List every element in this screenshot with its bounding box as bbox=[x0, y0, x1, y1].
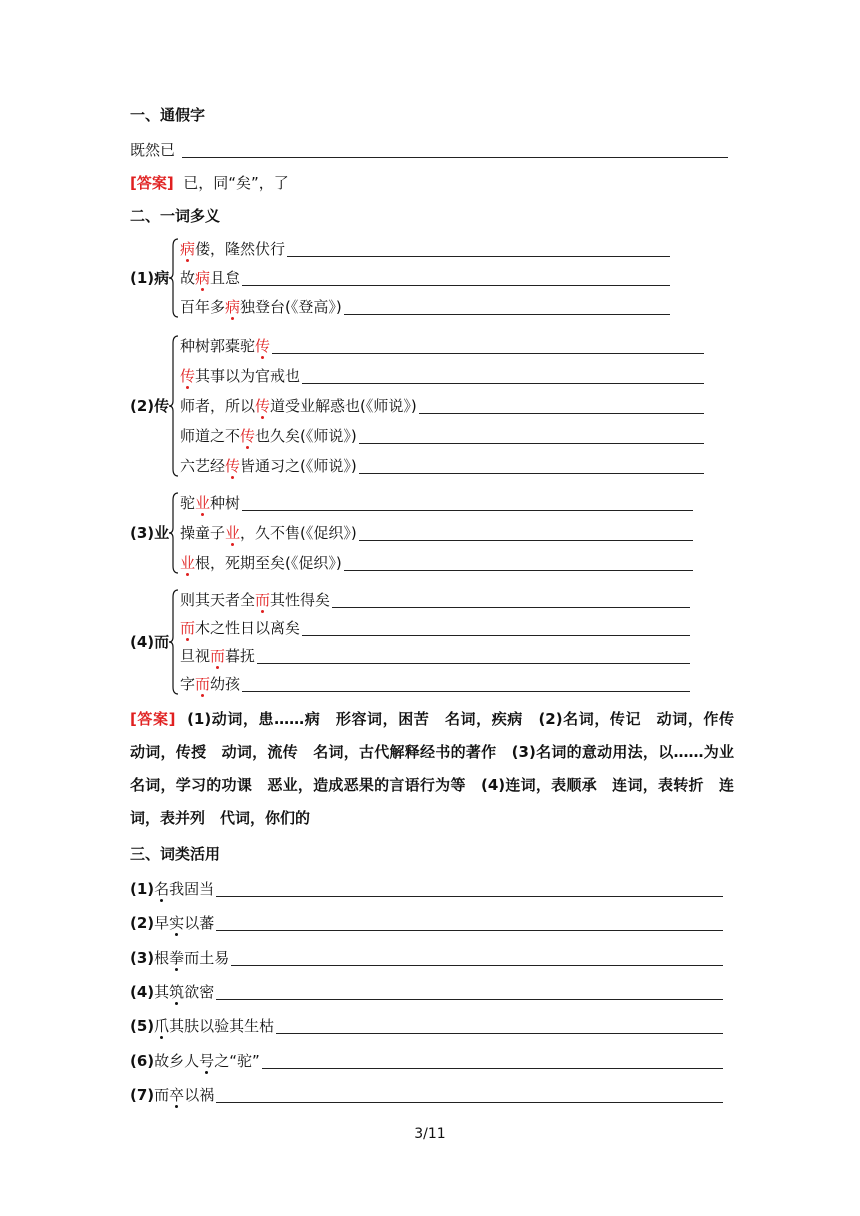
keyword: 传 bbox=[240, 427, 256, 445]
item-text-pre: 师者，所以 bbox=[180, 397, 256, 415]
item-number: (4) bbox=[130, 982, 155, 1001]
polysemy-item bbox=[180, 645, 255, 667]
answer-1 bbox=[130, 172, 289, 194]
huoyong-item bbox=[130, 981, 214, 1003]
keyword: 传 bbox=[255, 337, 271, 355]
item-text-post: 以蕃 bbox=[184, 914, 215, 933]
item-text-post: 暮抚 bbox=[225, 647, 256, 665]
answer-blank[interactable] bbox=[302, 635, 690, 636]
item-text-pre: 六艺经 bbox=[180, 457, 226, 475]
answer-blank[interactable] bbox=[262, 1068, 723, 1069]
item-number: (6) bbox=[130, 1051, 155, 1070]
polysemy-item bbox=[180, 617, 300, 639]
answer-blank[interactable] bbox=[332, 607, 690, 608]
keyword: 拳 bbox=[169, 948, 185, 967]
keyword: 病 bbox=[195, 269, 211, 287]
brace-icon bbox=[168, 589, 180, 695]
item-text-pre: 驼 bbox=[180, 494, 196, 512]
item-number: (5) bbox=[130, 1017, 155, 1036]
item-text-post: 皆通习之(《师说》) bbox=[240, 457, 357, 475]
brace-icon bbox=[168, 335, 180, 477]
item-text-post: 以祸 bbox=[184, 1085, 215, 1104]
item-text-post: 我固当 bbox=[169, 880, 215, 898]
item-text-post: 道受业解惑也(《师说》) bbox=[270, 397, 417, 415]
polysemy-item bbox=[180, 492, 240, 514]
section-heading-tongjia: 一、通假字 bbox=[130, 106, 206, 124]
answer-blank[interactable] bbox=[344, 314, 670, 315]
item-text-pre: 根 bbox=[154, 948, 170, 967]
huoyong-item bbox=[130, 912, 214, 934]
polysemy-item bbox=[180, 238, 285, 260]
item-text-pre: 则其天者全 bbox=[180, 591, 256, 609]
group-label: (3)业 bbox=[130, 524, 170, 542]
item-text-pre: 故 bbox=[180, 269, 196, 287]
keyword: 卒 bbox=[169, 1085, 185, 1104]
keyword: 传 bbox=[225, 457, 241, 475]
polysemy-item bbox=[180, 267, 240, 289]
item-number: (1) bbox=[130, 880, 155, 898]
item-text-pre: 师道之不 bbox=[180, 427, 241, 445]
group-label: (1)病 bbox=[130, 269, 170, 287]
polysemy-item bbox=[180, 296, 342, 318]
answer-blank[interactable] bbox=[287, 256, 670, 257]
answer-blank[interactable] bbox=[216, 999, 723, 1000]
keyword: 实 bbox=[169, 914, 185, 933]
section-heading-yiciduoyi: 二、一词多义 bbox=[130, 207, 221, 225]
answer-blank[interactable] bbox=[231, 965, 723, 966]
item-text-post: 种树 bbox=[210, 494, 241, 512]
tongjia-text: 既然已 bbox=[130, 141, 176, 159]
keyword: 业 bbox=[225, 524, 241, 542]
item-number: (7) bbox=[130, 1085, 155, 1104]
item-text-pre: 而 bbox=[154, 1085, 170, 1104]
answer-blank[interactable] bbox=[216, 1102, 723, 1103]
item-text-pre: 故乡人 bbox=[154, 1051, 200, 1070]
item-text-pre: 其 bbox=[154, 982, 170, 1001]
brace-icon bbox=[168, 492, 180, 574]
item-text-pre: 百年多 bbox=[180, 298, 226, 316]
tongjia-item bbox=[130, 139, 175, 161]
polysemy-item bbox=[180, 395, 417, 417]
keyword: 而 bbox=[180, 619, 196, 637]
item-text-post: 之“驼” bbox=[214, 1051, 260, 1070]
keyword: 爪 bbox=[154, 1017, 170, 1036]
keyword: 而 bbox=[210, 647, 226, 665]
item-text-pre: 种树郭橐驼 bbox=[180, 337, 256, 355]
answer-blank[interactable] bbox=[242, 285, 670, 286]
keyword: 病 bbox=[180, 240, 196, 258]
keyword: 而 bbox=[255, 591, 271, 609]
answer-blank[interactable] bbox=[182, 157, 728, 158]
item-text-post: 其性得矣 bbox=[270, 591, 331, 609]
keyword: 业 bbox=[195, 494, 211, 512]
item-text-post: 其肤以验其生枯 bbox=[169, 1017, 275, 1036]
section-heading-cileihuoyong: 三、词类活用 bbox=[130, 845, 221, 863]
brace-icon bbox=[168, 238, 180, 318]
answer-1-text: 已，同“矣”，了 bbox=[183, 174, 289, 192]
keyword: 病 bbox=[225, 298, 241, 316]
answer-blank[interactable] bbox=[359, 540, 693, 541]
keyword: 筑 bbox=[169, 982, 185, 1001]
polysemy-item bbox=[180, 425, 357, 447]
item-text-pre: 操童子 bbox=[180, 524, 226, 542]
item-text-post: 根，死期至矣(《促织》) bbox=[195, 554, 342, 572]
answer-blank[interactable] bbox=[276, 1033, 723, 1034]
item-text-pre: 早 bbox=[154, 914, 170, 933]
polysemy-item bbox=[180, 365, 300, 387]
huoyong-item bbox=[130, 878, 214, 900]
answer-tag: [答案] bbox=[130, 174, 174, 192]
answer-blank[interactable] bbox=[216, 896, 723, 897]
huoyong-item bbox=[130, 1050, 260, 1072]
group-label: (2)传 bbox=[130, 397, 170, 415]
item-text-post: 独登台(《登高》) bbox=[240, 298, 342, 316]
keyword: 号 bbox=[199, 1051, 215, 1070]
polysemy-item bbox=[180, 455, 357, 477]
answer-blank[interactable] bbox=[216, 930, 723, 931]
answer-blank[interactable] bbox=[419, 413, 704, 414]
answer-tag: [答案] bbox=[130, 710, 176, 728]
item-text-post: 幼孩 bbox=[210, 675, 241, 693]
polysemy-item bbox=[180, 552, 342, 574]
item-text-post: 其事以为官戒也 bbox=[195, 367, 301, 385]
answer-blank[interactable] bbox=[302, 383, 704, 384]
polysemy-item bbox=[180, 522, 357, 544]
answer-blank[interactable] bbox=[359, 443, 704, 444]
keyword: 业 bbox=[180, 554, 196, 572]
answer-2 bbox=[130, 703, 750, 835]
polysemy-item bbox=[180, 335, 270, 357]
item-text-post: 且怠 bbox=[210, 269, 241, 287]
item-text-pre: 字 bbox=[180, 675, 196, 693]
keyword: 传 bbox=[255, 397, 271, 415]
polysemy-item bbox=[180, 589, 330, 611]
answer-blank[interactable] bbox=[242, 691, 690, 692]
huoyong-item bbox=[130, 1084, 214, 1106]
item-number: (2) bbox=[130, 914, 155, 933]
answer-blank[interactable] bbox=[272, 353, 704, 354]
page-number: 3/11 bbox=[414, 1126, 446, 1142]
huoyong-item bbox=[130, 1015, 274, 1037]
answer-blank[interactable] bbox=[359, 473, 704, 474]
item-text-post: 偻，隆然伏行 bbox=[195, 240, 286, 258]
keyword: 名 bbox=[154, 880, 170, 898]
polysemy-item bbox=[180, 673, 240, 695]
group-label: (4)而 bbox=[130, 633, 170, 651]
item-text-pre: 旦视 bbox=[180, 647, 211, 665]
answer-2-text: (1)动词，患……病 形容词，困苦 名词，疾病 (2)名词，传记 动词，作传 动词，传授 动词，流传 名词，古代解释经书的著作 (3)名词的意动用法，以……为业 名词，学习的功课 恶业，造成恶果的言语行为等 (4)连词，表顺承 连词，表转折 连词，表并列 代词，你们的 bbox=[130, 710, 750, 827]
item-number: (3) bbox=[130, 948, 155, 967]
answer-blank[interactable] bbox=[344, 570, 693, 571]
huoyong-item bbox=[130, 947, 229, 969]
item-text-post: 而土易 bbox=[184, 948, 230, 967]
keyword: 而 bbox=[195, 675, 211, 693]
keyword: 传 bbox=[180, 367, 196, 385]
answer-blank[interactable] bbox=[242, 510, 693, 511]
answer-blank[interactable] bbox=[257, 663, 690, 664]
item-text-post: 欲密 bbox=[184, 982, 215, 1001]
item-text-post: 也久矣(《师说》) bbox=[255, 427, 357, 445]
item-text-post: 木之性日以离矣 bbox=[195, 619, 301, 637]
item-text-post: ，久不售(《促织》) bbox=[240, 524, 357, 542]
